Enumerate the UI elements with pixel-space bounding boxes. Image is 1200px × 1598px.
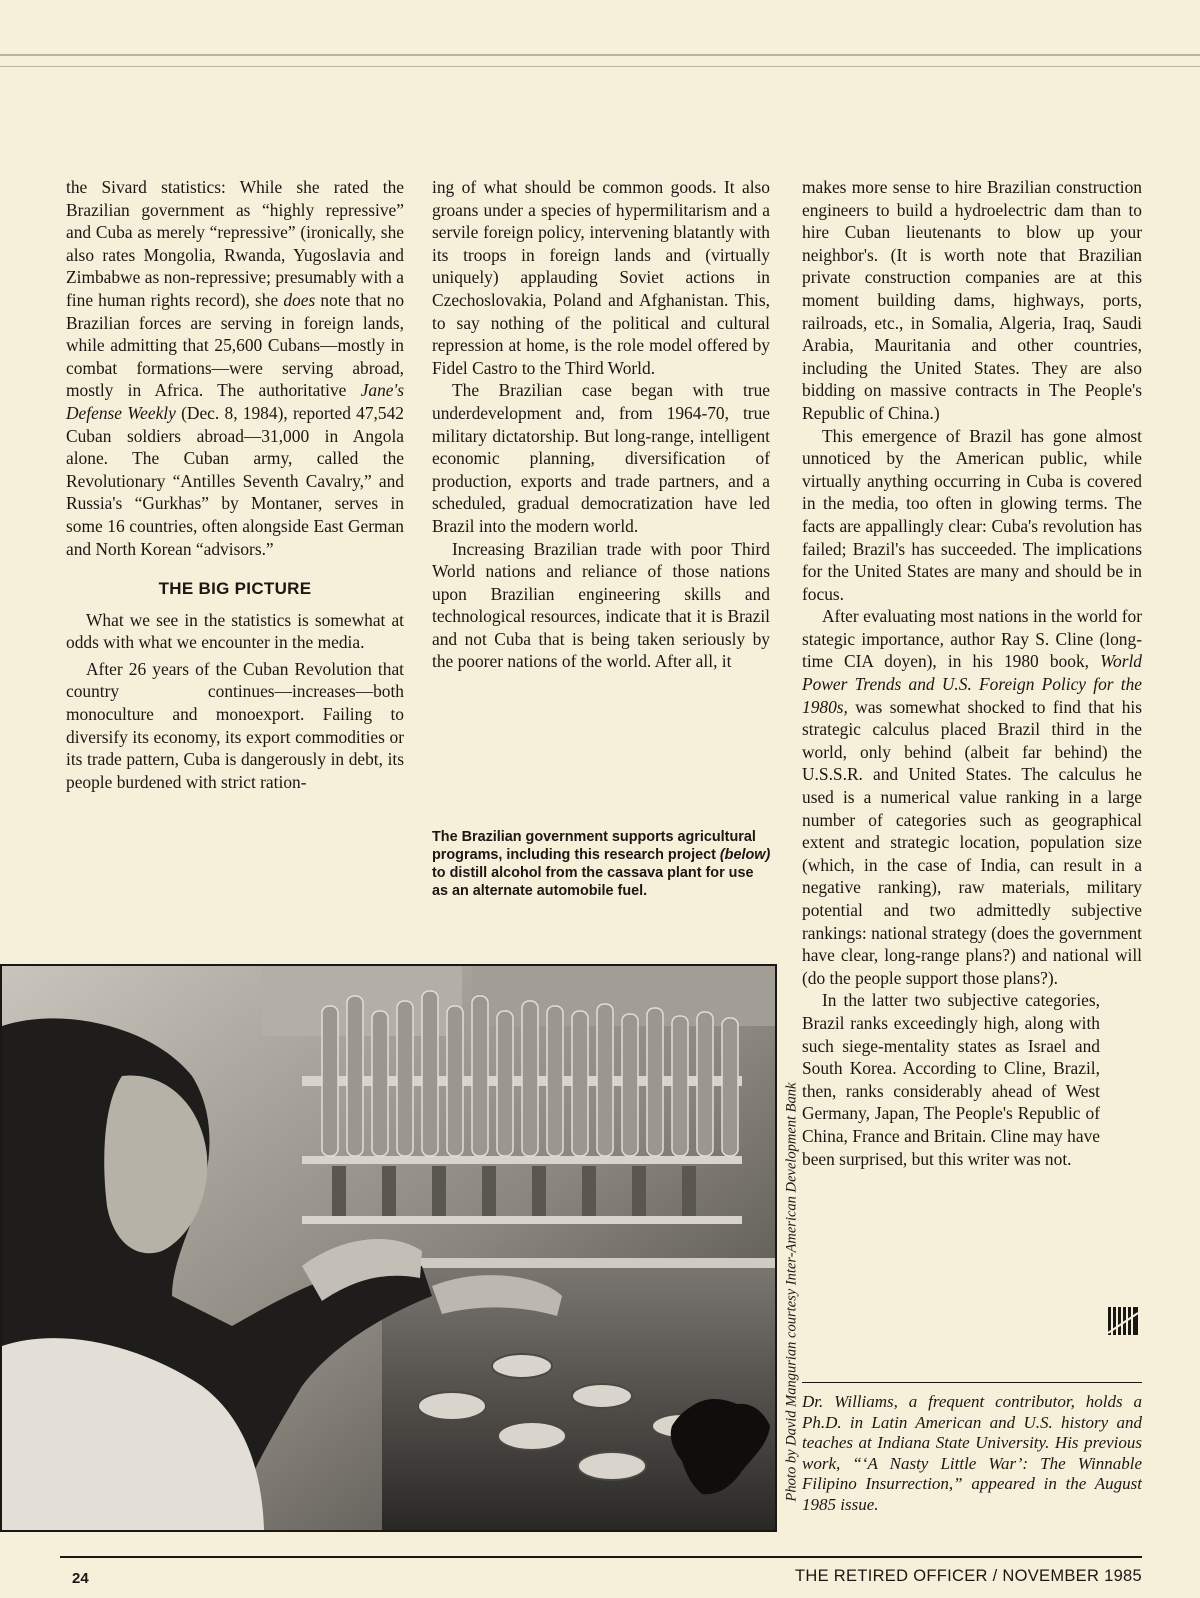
- top-rule: [0, 66, 1200, 67]
- page-number: 24: [72, 1570, 89, 1587]
- text-run: the Sivard statistics: While she rated the Brazilian government as “highly repressive” and Cuba as merely “repressive” (ironically, she also rates Mongolia, Rwanda, Yugoslavia and Zimbabwe as non-repressive; presumably with a fine human rights record), she: [66, 177, 404, 310]
- footer-rule: [60, 1556, 1142, 1558]
- paragraph: The Brazilian case began with true underdevelopment and, from 1964-70, true military dictatorship. But long-range, intelligent economic planning, diversification of production, exports and trade partners, and a scheduled, gradual democratization have led Brazil into the modern world.: [432, 380, 770, 536]
- text-run: was somewhat shocked to find that his strategic calculus placed Brazil third in the world, only behind (albeit far behind) the U.S.S.R. and United States. The calculus he used is a numerical value ranking in a large number of categories such as geographical extent and strategic location, population size (which, in the case of India, can result in a negative ranking), raw materials, military potential and two admittedly subjective rankings: national strategy (does the government have clear, long-range plans?) and national will (do the people support those plans?).: [802, 696, 1142, 988]
- text-run-italic: does: [283, 289, 316, 310]
- book-title: World Power Trends and U.S. Foreign Policy for the 1980s,: [802, 651, 1142, 717]
- section-subhead: THE BIG PICTURE: [158, 579, 312, 599]
- text-run: (Dec. 8, 1984), reported 47,542 Cuban soldiers abroad—31,000 in Angola alone. The Cuban army, called the Revolutionary “Antilles Seventh Cavalry,” and Russia's “Gurkhas” by Montaner, serves in some 16 countries, often alongside East German and North Korean “advisors.”: [66, 402, 404, 559]
- article-column-3: [802, 176, 1142, 1170]
- paragraph: [66, 176, 404, 560]
- article-column-1: [66, 176, 404, 793]
- caption-italic: (below): [719, 847, 771, 863]
- paragraph: Increasing Brazilian trade with poor Third World nations and reliance of those nations upon Brazilian engineering skills and technological resources, indicate that it is Brazil and not Cuba that is being taken seriously by the poorer nations of the world. After all, it: [432, 538, 770, 672]
- journal-footer: THE RETIRED OFFICER / NOVEMBER 1985: [795, 1567, 1142, 1585]
- photo-caption: [432, 828, 772, 900]
- article-column-2: [432, 176, 770, 673]
- top-rule: [0, 54, 1200, 56]
- paragraph: [802, 605, 1142, 989]
- paragraph: What we see in the statistics is somewhat at odds with what we encounter in the media.: [66, 609, 404, 653]
- paragraph: makes more sense to hire Brazilian construction engineers to build a hydroelectric dam than to hire Cuban lieutenants to blow up your neighbor's. (It is worth note that Brazilian private construction companies are at this moment building dams, highways, ports, railroads, etc., in Somalia, Algeria, Iraq, Saudi Arabia, Mauritania and other countries, including the United States. They are also bidding on massive contracts in The People's Republic of China.): [802, 177, 1142, 423]
- caption-text: to distill alcohol from the cassava plant for use as an alternate automobile fuel.: [432, 865, 754, 899]
- end-of-article-icon: [1106, 1303, 1140, 1339]
- lab-photo: [0, 964, 777, 1532]
- author-bio: Dr. Williams, a frequent contributor, holds a Ph.D. in Latin American and U.S. history and teaches at Indiana State University. His previous work, “‘A Nasty Little War’: The Winnable Filipino Insurrection,” appeared in the August 1985 issue.: [802, 1392, 1142, 1514]
- text-run: note that no Brazilian forces are serving in foreign lands, while admitting that 25,600 Cubans—mostly in combat formations—were serving abroad, mostly in Africa. The authoritative: [66, 289, 405, 401]
- paragraph: In the latter two subjective categories, Brazil ranks exceedingly high, along with such siege-mentality states as Israel and South Korea. According to Cline, Brazil, then, ranks considerably ahead of West Germany, Japan, The People's Republic of China, France and Britain. Cline may have been surprised, but this writer was not.: [802, 990, 1100, 1169]
- bio-rule: [802, 1382, 1142, 1383]
- text-run: After evaluating most nations in the world for stategic importance, author Ray S. Cline (long-time CIA doyen), in his 1980 book,: [802, 606, 1142, 672]
- paragraph: This emergence of Brazil has gone almost unnoticed by the American public, while virtually anything occurring in Cuba is covered in the media, too often in glowing terms. The facts are appallingly clear: Cuba's revolution has failed; Brazil's has succeeded. The implications for the United States are many and should be in focus.: [802, 425, 1142, 604]
- publication-title: Jane's Defense Weekly: [66, 380, 404, 423]
- paragraph: After 26 years of the Cuban Revolution that country continues—increases—both monoculture and monoexport. Failing to diversify its economy, its export commodities or its trade pattern, Cuba is dangerously in debt, its people burdened with strict ration-: [66, 658, 404, 792]
- lab-photo-image: [2, 966, 775, 1530]
- caption-text: The Brazilian government supports agricultural programs, including this research project: [432, 829, 756, 863]
- photo-credit-text: Photo by David Mangurian courtesy Inter-American Development Bank: [783, 1082, 800, 1502]
- paragraph: ing of what should be common goods. It also groans under a species of hypermilitarism and a servile foreign policy, intervening blatantly with its troops in foreign lands and (virtually uniquely) applauding Soviet actions in Czechoslovakia, Poland and Afghanistan. This, to say nothing of the political and cultural repression at home, is the role model offered by Fidel Castro to the Third World.: [432, 177, 770, 378]
